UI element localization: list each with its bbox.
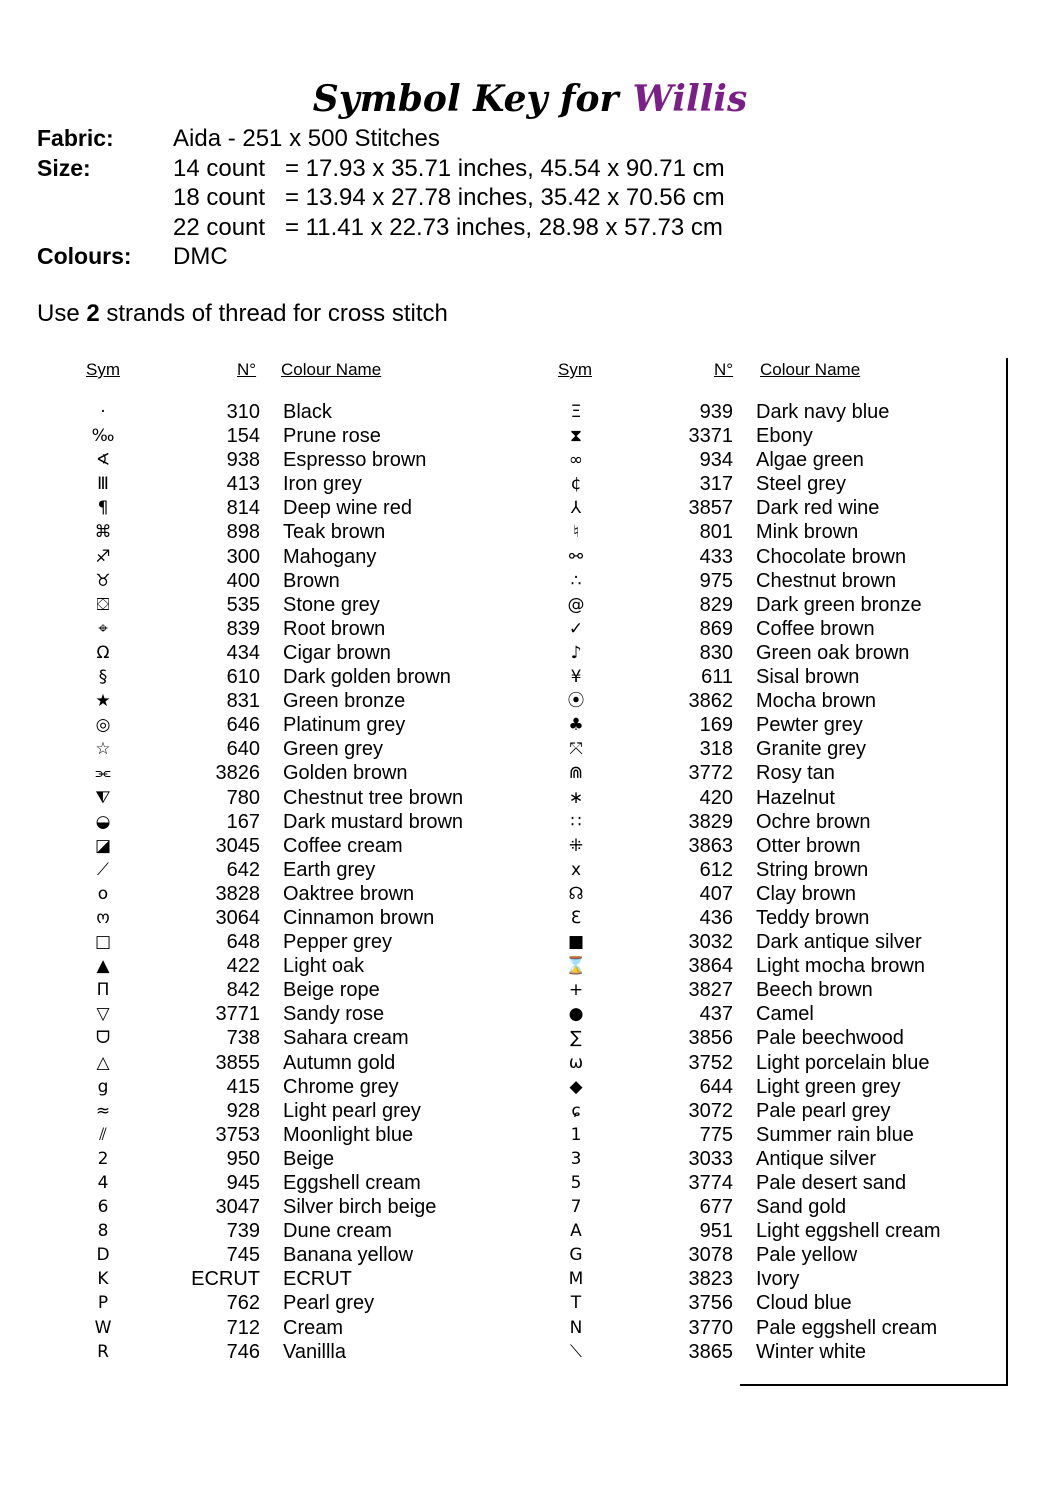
- colour-name: Vanillla: [283, 1340, 346, 1363]
- dmc-number: 535: [226, 593, 260, 616]
- symbol-glyph: @: [567, 594, 585, 615]
- symbol-glyph: x: [570, 859, 582, 880]
- dmc-number: 3770: [688, 1316, 733, 1339]
- symbol-glyph: 5: [570, 1173, 582, 1193]
- dmc-number: 839: [226, 617, 260, 640]
- dmc-number: 646: [226, 714, 260, 737]
- size-label: Size:: [37, 154, 91, 181]
- dmc-number: 415: [226, 1075, 260, 1098]
- symbol-glyph: ≈: [95, 1100, 111, 1121]
- symbol-glyph: g: [97, 1076, 109, 1097]
- dmc-number: 739: [226, 1220, 260, 1243]
- dmc-number: 413: [226, 473, 260, 496]
- symbol-glyph: ო: [96, 907, 110, 928]
- dmc-number: 3774: [688, 1172, 733, 1194]
- symbol-glyph: ⟋: [97, 859, 109, 880]
- symbol-glyph: ◪: [94, 835, 112, 856]
- symbol-glyph: ∞: [568, 450, 584, 471]
- symbol-glyph: §: [98, 667, 108, 688]
- dmc-number: 975: [699, 569, 733, 592]
- colour-name: Dark antique silver: [756, 931, 922, 954]
- dmc-number: 3828: [215, 882, 260, 905]
- colour-name: Beech brown: [756, 979, 873, 1002]
- colour-name: Brown: [283, 569, 340, 592]
- colour-name: Light oak: [283, 955, 365, 978]
- colour-name: String brown: [756, 858, 869, 881]
- symbol-glyph: M: [568, 1269, 584, 1290]
- size-count: 18 count: [173, 184, 266, 211]
- table-border-right: [1006, 358, 1008, 1386]
- dmc-number: 3032: [688, 931, 733, 954]
- colour-name: Mahogany: [283, 545, 377, 568]
- dmc-number: 642: [226, 858, 260, 881]
- symbol-glyph: 7: [570, 1197, 582, 1218]
- page-title: [0, 78, 1060, 120]
- colour-name: Pale yellow: [756, 1244, 858, 1267]
- symbol-glyph: ⟍: [570, 1341, 582, 1362]
- colours-value: DMC: [173, 243, 228, 270]
- symbol-glyph: ⌖: [98, 618, 108, 639]
- colour-name: Dark golden brown: [283, 666, 451, 689]
- colour-name: Algae green: [756, 449, 864, 472]
- symbol-glyph: R: [97, 1341, 109, 1362]
- dmc-number: 3064: [215, 906, 260, 929]
- symbol-glyph: ☆: [95, 739, 111, 760]
- colour-name: Otter brown: [756, 834, 861, 857]
- size-dims: = 17.93 x 35.71 inches, 45.54 x 90.71 cm: [285, 154, 725, 182]
- colour-name: Summer rain blue: [756, 1123, 914, 1146]
- colour-name: Pewter grey: [756, 714, 863, 737]
- dmc-number: 3045: [215, 834, 260, 857]
- dmc-number: 3772: [688, 762, 733, 785]
- colour-name: Pearl grey: [283, 1292, 375, 1315]
- dmc-number: 169: [699, 714, 733, 737]
- colour-name: Dark red wine: [756, 497, 880, 520]
- dmc-number: 3855: [215, 1051, 260, 1074]
- colour-name: Dune cream: [283, 1220, 392, 1243]
- dmc-number: 3753: [215, 1123, 260, 1146]
- colour-name: Sand gold: [756, 1196, 847, 1219]
- dmc-number: 300: [226, 545, 260, 568]
- colour-name: Clay brown: [756, 882, 857, 905]
- dmc-number: 310: [226, 401, 260, 423]
- colour-name: Sandy rose: [283, 1003, 385, 1026]
- dmc-number: 154: [226, 425, 260, 448]
- dmc-number: 780: [226, 786, 260, 809]
- dmc-number: 677: [699, 1196, 733, 1219]
- dmc-number: 934: [699, 449, 733, 472]
- symbol-glyph: ∢: [95, 450, 111, 471]
- symbol-glyph: N: [569, 1317, 583, 1338]
- dmc-number: 738: [226, 1027, 260, 1050]
- symbol-glyph: 4: [97, 1173, 109, 1193]
- colour-name: Granite grey: [756, 738, 867, 761]
- dmc-number: 746: [226, 1340, 260, 1363]
- table-border-bottom: [740, 1384, 1007, 1386]
- symbol-glyph: ◎: [95, 715, 111, 736]
- colour-name: Dark mustard brown: [283, 810, 464, 833]
- header-num: N°: [714, 360, 734, 379]
- symbol-glyph: 3: [570, 1148, 582, 1169]
- dmc-number: 3752: [688, 1051, 733, 1074]
- symbol-glyph: W: [94, 1317, 112, 1338]
- dmc-number: 831: [226, 690, 260, 713]
- strands-text: strands of thread for cross stitch: [99, 300, 448, 327]
- header-colour-name: Colour Name: [281, 360, 382, 379]
- colour-name: Pale eggshell cream: [756, 1316, 938, 1339]
- symbol-glyph: K: [97, 1269, 109, 1290]
- colour-name: Mink brown: [756, 521, 859, 544]
- symbol-glyph: ¶: [97, 498, 109, 519]
- colour-name: Pale beechwood: [756, 1027, 904, 1050]
- symbol-glyph: ◒: [95, 811, 111, 832]
- dmc-number: 869: [699, 617, 733, 640]
- colour-name: Stone grey: [283, 593, 380, 616]
- dmc-number: 745: [226, 1244, 260, 1267]
- dmc-number: 3756: [688, 1292, 733, 1315]
- symbol-glyph: ∴: [570, 570, 582, 591]
- symbol-glyph: ɕ: [571, 1100, 581, 1121]
- colour-name: Deep wine red: [283, 497, 412, 520]
- colour-name: Light mocha brown: [756, 955, 925, 978]
- dmc-number: 3371: [688, 425, 733, 448]
- symbol-glyph: ▲: [96, 956, 110, 977]
- strands-note: [37, 300, 448, 328]
- size-count: 14 count: [173, 154, 266, 182]
- symbol-glyph: △: [96, 1052, 110, 1073]
- dmc-number: 3771: [215, 1003, 260, 1026]
- colours-label: Colours:: [37, 243, 132, 269]
- dmc-number: 3823: [688, 1268, 733, 1291]
- colour-name: Iron grey: [283, 473, 362, 496]
- symbol-glyph: ∗: [568, 787, 584, 808]
- header-sym: Sym: [86, 360, 120, 379]
- dmc-number: 3862: [688, 690, 733, 713]
- dmc-number: 3856: [688, 1027, 733, 1050]
- symbol-glyph: ▽: [96, 1004, 110, 1025]
- symbol-glyph: D: [96, 1245, 110, 1266]
- dmc-number: 939: [699, 401, 733, 423]
- colour-name: ECRUT: [283, 1268, 352, 1291]
- colour-name: Chrome grey: [283, 1075, 399, 1098]
- pattern-name: Willis: [632, 78, 748, 120]
- symbol-glyph: P: [97, 1293, 109, 1314]
- symbol-glyph: ◆: [569, 1076, 583, 1097]
- symbol-glyph: ⫘: [95, 763, 111, 784]
- symbol-glyph: ⛋: [96, 594, 110, 615]
- dmc-number: 3826: [215, 762, 260, 785]
- symbol-glyph: T: [570, 1293, 582, 1314]
- symbol-glyph: A: [570, 1221, 582, 1242]
- colour-name: Cinnamon brown: [283, 906, 435, 929]
- dmc-number: 3857: [688, 497, 733, 520]
- dmc-number: 400: [226, 569, 260, 592]
- symbol-glyph: 2: [97, 1148, 109, 1169]
- symbol-glyph: Ⅲ: [97, 474, 109, 495]
- colour-name: Prune rose: [283, 425, 381, 448]
- dmc-number: 3865: [688, 1340, 733, 1363]
- symbol-glyph: ■: [567, 932, 585, 953]
- colour-name: Teak brown: [283, 521, 386, 544]
- colour-name: Green oak brown: [756, 641, 910, 664]
- symbol-glyph: 6: [97, 1197, 109, 1218]
- colour-name: Beige: [283, 1147, 335, 1170]
- colour-name: Banana yellow: [283, 1244, 414, 1267]
- symbol-glyph: ⁜: [568, 835, 584, 856]
- dmc-number: 3072: [688, 1099, 733, 1122]
- symbol-glyph: ⧨: [95, 787, 111, 808]
- dmc-number: 644: [699, 1075, 733, 1098]
- symbol-glyph: ⚯: [568, 546, 584, 567]
- colour-name: Pale desert sand: [756, 1172, 907, 1194]
- colour-name: Green grey: [283, 738, 384, 761]
- dmc-number: 434: [226, 641, 260, 664]
- symbol-glyph: 8: [97, 1221, 109, 1242]
- symbol-glyph: ⌛: [565, 956, 587, 977]
- dmc-number: 951: [699, 1220, 733, 1243]
- dmc-number: 950: [226, 1147, 260, 1170]
- pattern-info: [37, 124, 725, 272]
- dmc-number: 3829: [688, 810, 733, 833]
- colour-name: Chestnut tree brown: [283, 786, 464, 809]
- colour-name: Cream: [283, 1316, 344, 1339]
- symbol-glyph: ♪: [570, 642, 582, 663]
- colour-name: Coffee cream: [283, 834, 403, 857]
- symbol-glyph: ☊: [568, 883, 584, 904]
- dmc-number: 3033: [688, 1147, 733, 1170]
- dmc-number: 167: [226, 810, 260, 833]
- colour-name: Platinum grey: [283, 714, 406, 737]
- colour-name: Hazelnut: [756, 786, 835, 809]
- symbol-glyph: ⋒: [568, 763, 584, 784]
- dmc-number: 640: [226, 738, 260, 761]
- fabric-value: Aida - 251 x 500 Stitches: [173, 125, 440, 152]
- colour-name: Rosy tan: [756, 762, 835, 785]
- colour-name: Dark green bronze: [756, 593, 922, 616]
- colour-name: Coffee brown: [756, 617, 875, 640]
- colour-name: Chocolate brown: [756, 545, 907, 568]
- dmc-number: 938: [226, 449, 260, 472]
- size-dims: = 11.41 x 22.73 inches, 28.98 x 57.73 cm: [285, 213, 723, 241]
- colour-name: Light eggshell cream: [756, 1220, 941, 1243]
- dmc-number: 3827: [688, 979, 733, 1002]
- symbol-glyph: ⫽: [99, 1124, 107, 1145]
- colour-name: Golden brown: [283, 762, 408, 785]
- colour-name: Ivory: [756, 1268, 800, 1291]
- symbol-glyph: ⅄: [570, 498, 582, 519]
- colour-name: Sisal brown: [756, 666, 860, 689]
- dmc-number: 433: [699, 545, 733, 568]
- colour-name: Dark navy blue: [756, 401, 890, 423]
- colour-name: Steel grey: [756, 473, 847, 496]
- dmc-number: 762: [226, 1292, 260, 1315]
- colour-name: Ochre brown: [756, 810, 871, 833]
- dmc-number: 898: [226, 521, 260, 544]
- symbol-glyph: ¥: [570, 667, 582, 688]
- size-dims: = 13.94 x 27.78 inches, 35.42 x 70.56 cm: [285, 184, 725, 211]
- dmc-number: 842: [226, 979, 260, 1002]
- header-num: N°: [237, 360, 257, 379]
- symbol-glyph: ♣: [568, 715, 584, 736]
- dmc-number: 3863: [688, 834, 733, 857]
- colour-name: Beige rope: [283, 979, 380, 1002]
- title-prefix: Symbol Key for: [312, 78, 619, 120]
- symbol-glyph: +: [568, 980, 584, 1001]
- colour-name: Pepper grey: [283, 931, 392, 954]
- symbol-glyph: □: [94, 932, 112, 953]
- dmc-number: 422: [226, 955, 260, 978]
- dmc-number: 407: [699, 882, 733, 905]
- symbol-glyph: ✓: [568, 618, 584, 639]
- colour-name: Camel: [756, 1003, 814, 1026]
- symbol-glyph: Ξ: [570, 402, 582, 422]
- dmc-number: ECRUT: [191, 1268, 260, 1291]
- dmc-number: 612: [699, 858, 733, 881]
- colour-name: Pale pearl grey: [756, 1099, 891, 1122]
- colour-name: Silver birch beige: [283, 1196, 437, 1219]
- colour-name: Chestnut brown: [756, 569, 897, 592]
- dmc-number: 801: [699, 521, 733, 544]
- symbol-glyph: ᗜ: [95, 1028, 111, 1049]
- colour-name: Light pearl grey: [283, 1099, 421, 1122]
- symbol-glyph: ℇ: [570, 907, 582, 928]
- colour-name: Autumn gold: [283, 1051, 396, 1074]
- dmc-number: 712: [226, 1316, 260, 1339]
- colour-name: Root brown: [283, 617, 386, 640]
- symbol-glyph: Ω: [96, 642, 110, 663]
- symbol-glyph: o: [97, 883, 109, 904]
- colour-name: Green bronze: [283, 690, 406, 713]
- dmc-number: 610: [226, 666, 260, 689]
- fabric-label: Fabric:: [37, 125, 114, 151]
- dmc-number: 611: [701, 666, 733, 689]
- colour-name: Antique silver: [756, 1147, 877, 1170]
- colour-name: Winter white: [756, 1340, 867, 1363]
- symbol-glyph: G: [569, 1245, 583, 1266]
- colour-name: Sahara cream: [283, 1027, 409, 1050]
- dmc-number: 3864: [688, 955, 733, 978]
- colour-name: Cigar brown: [283, 641, 391, 664]
- dmc-number: 775: [699, 1123, 733, 1146]
- symbol-glyph: ♉: [95, 570, 111, 591]
- symbol-glyph: ·: [100, 402, 106, 422]
- symbol-glyph: ⧗: [570, 426, 582, 447]
- symbol-glyph: ⦿: [567, 691, 585, 712]
- symbol-glyph: ¢: [570, 474, 582, 495]
- colour-name: Oaktree brown: [283, 882, 415, 905]
- header-sym: Sym: [558, 360, 592, 379]
- dmc-number: 436: [699, 906, 733, 929]
- dmc-number: 3078: [688, 1244, 733, 1267]
- symbol-glyph: ♮: [572, 522, 580, 543]
- colour-name: Earth grey: [283, 858, 376, 881]
- symbol-glyph: ⌘: [94, 522, 112, 543]
- colour-name: Eggshell cream: [283, 1172, 421, 1194]
- dmc-number: 945: [226, 1172, 260, 1194]
- dmc-number: 814: [226, 497, 260, 520]
- colour-name: Light porcelain blue: [756, 1051, 930, 1074]
- symbol-glyph: Π: [96, 980, 110, 1001]
- dmc-number: 928: [226, 1099, 260, 1122]
- symbol-glyph: ω: [568, 1052, 584, 1073]
- size-count: 22 count: [173, 213, 266, 241]
- symbol-glyph: ●: [568, 1004, 584, 1025]
- dmc-number: 420: [699, 786, 733, 809]
- colour-name: Black: [283, 401, 332, 423]
- dmc-number: 3047: [215, 1196, 260, 1219]
- colour-name: Ebony: [756, 425, 813, 448]
- symbol-glyph: ∷: [570, 811, 582, 832]
- symbol-glyph: ★: [95, 691, 111, 712]
- dmc-number: 437: [699, 1003, 733, 1026]
- colour-name: Cloud blue: [756, 1292, 852, 1315]
- dmc-number: 829: [699, 593, 733, 616]
- colour-name: Espresso brown: [283, 449, 427, 472]
- dmc-number: 318: [699, 738, 733, 761]
- symbol-glyph: ‰: [91, 426, 115, 447]
- dmc-number: 317: [699, 473, 733, 496]
- symbol-glyph: ⤧: [569, 739, 583, 760]
- strands-count: 2: [86, 300, 100, 327]
- strands-text: Use: [37, 300, 87, 327]
- dmc-number: 648: [226, 931, 260, 954]
- colour-name: Light green grey: [756, 1075, 901, 1098]
- colour-name: Mocha brown: [756, 690, 877, 713]
- colour-name: Moonlight blue: [283, 1123, 414, 1146]
- dmc-number: 830: [699, 641, 733, 664]
- symbol-glyph: ♐: [95, 546, 111, 567]
- colour-name: Teddy brown: [756, 906, 870, 929]
- symbol-glyph: ∑: [570, 1028, 582, 1049]
- header-colour-name: Colour Name: [760, 360, 861, 379]
- symbol-glyph: 1: [570, 1124, 582, 1145]
